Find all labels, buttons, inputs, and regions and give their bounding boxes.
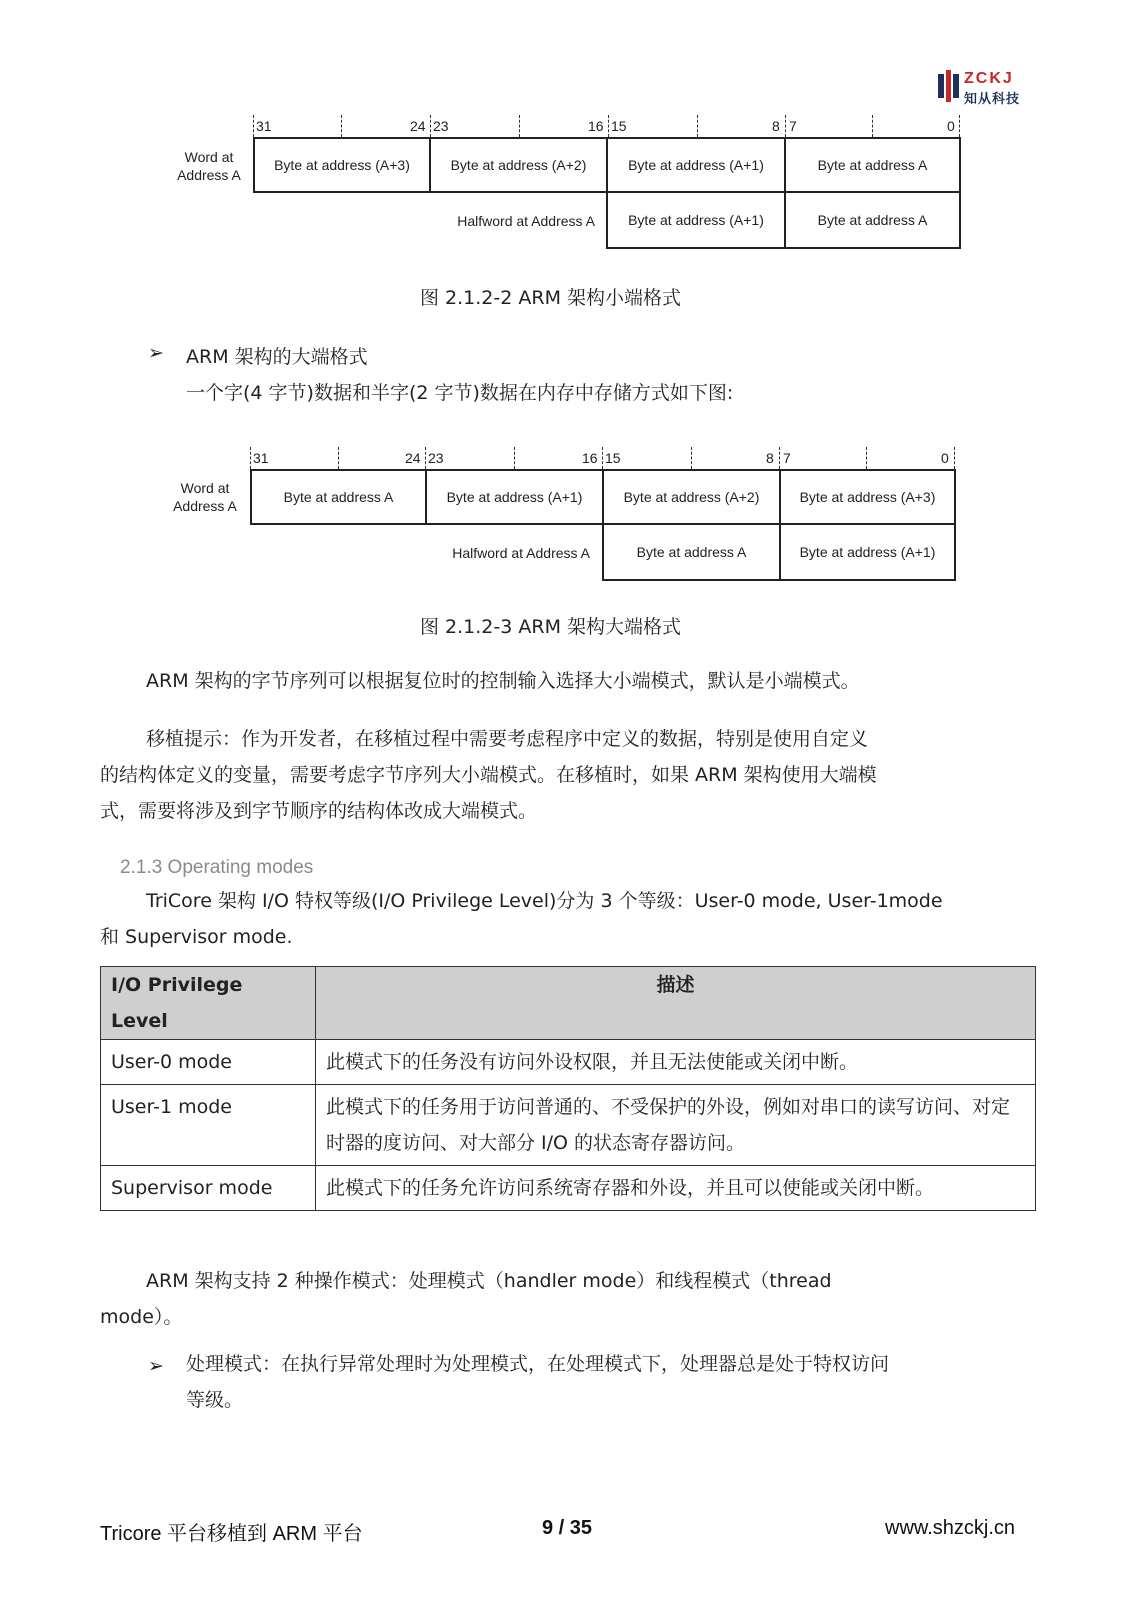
side-label-line: Address A (177, 167, 241, 183)
byte-cell: Byte at address A (784, 137, 961, 193)
bit-label: 16 (582, 450, 598, 466)
byte-cell: Byte at address (A+1) (606, 191, 786, 249)
footer-page-number: 9 / 35 (542, 1517, 593, 1539)
logo-text-bottom: 知从科技 (964, 92, 1021, 107)
bit-divider (697, 115, 698, 137)
bit-label: 23 (433, 118, 449, 134)
bit-label: 15 (611, 118, 627, 134)
bit-divider (866, 447, 867, 469)
paragraph-line: ARM 架构支持 2 种操作模式：处理模式（handler mode）和线程模式（thread (146, 1270, 832, 1292)
description-cell: 此模式下的任务用于访问普通的、不受保护的外设，例如对串口的读写访问、对定时器的度访问、对大部分 I/O 的状态寄存器访问。 (316, 1085, 1036, 1166)
bit-divider (954, 447, 955, 469)
paragraph-line: 式，需要将涉及到字节顺序的结构体改成大端模式。 (100, 800, 538, 822)
paragraph: ARM 架构的字节序列可以根据复位时的控制输入选择大小端模式，默认是小端模式。 (146, 670, 860, 692)
bit-divider (519, 115, 520, 137)
byte-cell: Byte at address (A+1) (425, 469, 604, 525)
byte-cell: Byte at address (A+3) (779, 469, 956, 525)
bullet-title: ARM 架构的大端格式 (186, 346, 368, 368)
bit-divider (872, 115, 873, 137)
side-label-line: Word at (180, 480, 230, 496)
bullet-text: 处理模式：在执行异常处理时为处理模式，在处理模式下，处理器总是处于特权访问 (186, 1353, 890, 1375)
halfword-label: Halfword at Address A (457, 213, 595, 229)
table-row (101, 1085, 1036, 1166)
byte-cell: Byte at address (A+1) (606, 137, 786, 193)
bit-label: 7 (783, 450, 791, 466)
bit-label: 0 (941, 450, 949, 466)
word-address-label (168, 148, 250, 184)
bit-divider (430, 115, 431, 137)
bullet-arrow-icon: ➢ (148, 1355, 164, 1377)
paragraph-line: TriCore 架构 I/O 特权等级(I/O Privilege Level)分为 3 个等级：User-0 mode, User-1mode (146, 890, 943, 912)
byte-cell: Byte at address A (602, 523, 781, 581)
company-logo (936, 68, 1036, 107)
paragraph-line: mode）。 (100, 1306, 183, 1328)
footer-document-title: Tricore 平台移植到 ARM 平台 (100, 1523, 363, 1545)
bit-label: 0 (947, 118, 955, 134)
bullet-text: 一个字(4 字节)数据和半字(2 字节)数据在内存中存储方式如下图: (186, 382, 734, 404)
table-row (101, 1040, 1036, 1085)
level-cell: Supervisor mode (101, 1166, 316, 1211)
bit-label: 31 (256, 118, 272, 134)
bit-divider (514, 447, 515, 469)
footer-website: www.shzckj.cn (885, 1517, 1016, 1539)
figure-caption: 图 2.1.2-2 ARM 架构小端格式 (420, 287, 681, 309)
bit-label: 8 (766, 450, 774, 466)
byte-cell: Byte at address A (784, 191, 961, 249)
bit-label: 7 (789, 118, 797, 134)
paragraph-line: 的结构体定义的变量，需要考虑字节序列大小端模式。在移植时，如果 ARM 架构使用大端模 (100, 764, 877, 786)
bit-divider (602, 447, 603, 469)
bit-label: 16 (588, 118, 604, 134)
byte-cell: Byte at address A (250, 469, 427, 525)
level-cell: User-1 mode (101, 1085, 316, 1166)
bit-divider (425, 447, 426, 469)
privilege-level-table (100, 966, 1036, 1211)
bit-label: 8 (772, 118, 780, 134)
bit-divider (338, 447, 339, 469)
bit-label: 31 (253, 450, 269, 466)
bit-divider (253, 115, 254, 137)
bullet-text: 等级。 (186, 1389, 244, 1411)
word-address-label (164, 479, 246, 515)
logo-mark-icon (936, 70, 960, 102)
bit-divider (341, 115, 342, 137)
bit-divider (779, 447, 780, 469)
bit-label: 24 (405, 450, 421, 466)
byte-cell: Byte at address (A+2) (602, 469, 781, 525)
table-header-row (101, 967, 1036, 1040)
bit-divider (959, 115, 960, 137)
byte-cell: Byte at address (A+3) (253, 137, 431, 193)
table-row (101, 1166, 1036, 1211)
halfword-label: Halfword at Address A (452, 545, 590, 561)
figure-caption: 图 2.1.2-3 ARM 架构大端格式 (420, 616, 681, 638)
side-label-line: Address A (173, 498, 237, 514)
section-heading: 2.1.3 Operating modes (120, 857, 314, 878)
byte-cell: Byte at address (A+2) (429, 137, 608, 193)
bit-label: 23 (428, 450, 444, 466)
bit-label: 15 (605, 450, 621, 466)
column-header: 描述 (316, 967, 1036, 1040)
byte-cell: Byte at address (A+1) (779, 523, 956, 581)
bit-divider (608, 115, 609, 137)
bit-divider (691, 447, 692, 469)
bit-divider (250, 447, 251, 469)
description-cell: 此模式下的任务允许访问系统寄存器和外设，并且可以使能或关闭中断。 (316, 1166, 1036, 1211)
logo-text-top: ZCKJ (964, 70, 1014, 87)
bit-divider (785, 115, 786, 137)
description-cell: 此模式下的任务没有访问外设权限，并且无法使能或关闭中断。 (316, 1040, 1036, 1085)
bit-label: 24 (410, 118, 426, 134)
side-label-line: Word at (184, 149, 234, 165)
paragraph-line: 和 Supervisor mode. (100, 926, 293, 948)
level-cell: User-0 mode (101, 1040, 316, 1085)
paragraph-line: 移植提示：作为开发者，在移植过程中需要考虑程序中定义的数据，特别是使用自定义 (146, 728, 869, 750)
bullet-arrow-icon: ➢ (148, 342, 164, 364)
column-header: I/O Privilege Level (101, 967, 316, 1040)
